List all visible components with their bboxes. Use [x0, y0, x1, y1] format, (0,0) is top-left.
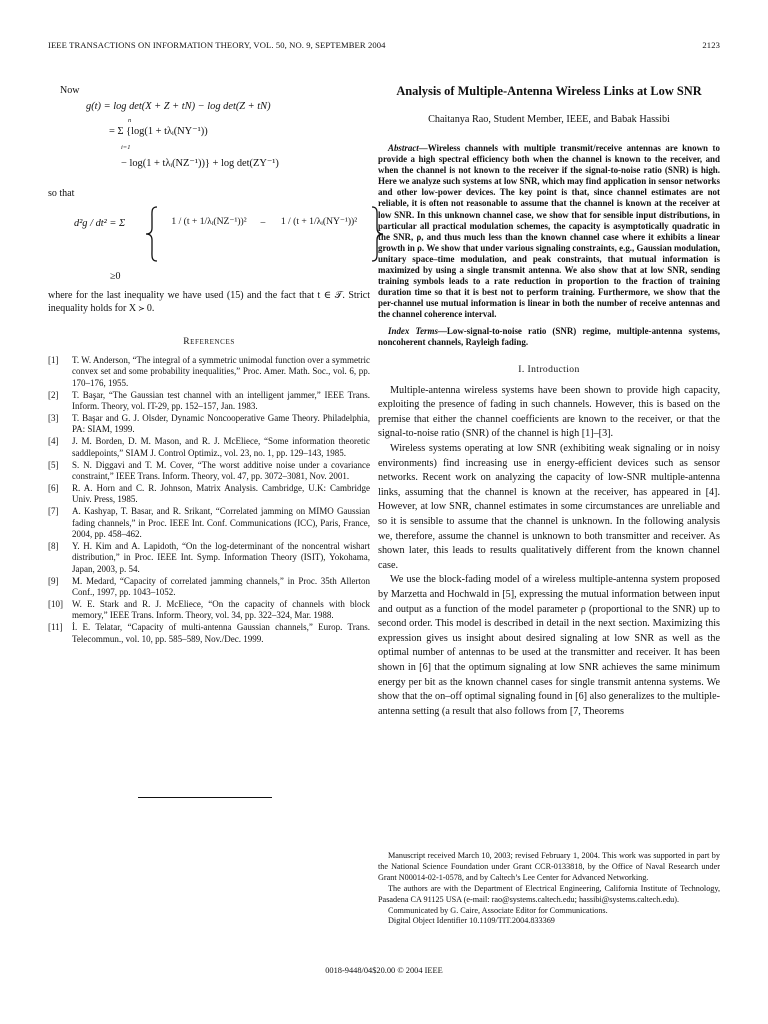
- derivative-term1: 1 / (t + 1/λᵢ(NZ⁻¹))²: [171, 216, 247, 227]
- derivative-term2: 1 / (t + 1/λᵢ(NY⁻¹))²: [280, 216, 358, 227]
- footnote-doi: Digital Object Identifier 10.1109/TIT.2004.833369: [388, 916, 555, 926]
- footnote-manuscript: Manuscript received March 10, 2003; revised February 1, 2004. This work was supported in part by the National Science Foundation under Grant CCR-0133818, by the Office of Naval Research under Grant N00014-02-1-0578, and by Caltech’s Lee Center for Advanced Networking.: [378, 851, 720, 882]
- reference-item: [6] R. A. Horn and C. R. Johnson, Matrix Analysis. Cambridge, U.K: Cambridge Univ. Press, 1985.: [48, 482, 370, 505]
- index-terms-label: Index Terms—: [388, 325, 447, 336]
- section-heading: I. Introduction: [518, 363, 580, 375]
- equation-g-line2: = Σ {log(1 + tλᵢ(NY⁻¹)): [109, 126, 208, 137]
- equation-g-line1: g(t) = log det(X + Z + tN) − log det(Z + tN): [86, 101, 271, 112]
- left-column: [48, 84, 370, 646]
- left-brace-icon: [145, 206, 159, 262]
- references-heading: References: [183, 337, 235, 347]
- minus-sign: −: [260, 218, 266, 229]
- now-text: Now: [60, 85, 80, 96]
- inequality-result: ≥0: [110, 271, 121, 282]
- footnote-communicated: Communicated by G. Caire, Associate Editor for Communications.: [388, 905, 608, 915]
- second-derivative-lhs: d²g / dt² = Σ: [74, 218, 126, 229]
- reference-item: [10] W. E. Stark and R. J. McEliece, “On the capacity of channels with block memory,” IEEE Trans. Inform. Theory, vol. 34, pp. 322–324, Mar. 1988.: [48, 599, 370, 621]
- paper-title: Analysis of Multiple-Antenna Wireless Links at Low SNR: [396, 84, 702, 98]
- body-paragraph: Wireless systems operating at low SNR (exhibiting weak signaling or in noisy environments) find increasing use in energy-efficient devices such as sensor networks. Recent work on analyzing the capacity of low-SNR multiple-antenna links, assuming that the channel is known at the receiver, has appeared in [4]. However, at low SNR, channel estimates in some circumstances are unreliable and so it is sensible to assume that the channel is unknown. In the following analysis we, therefore, assume the channel is unknown to both transmitter and receiver. As shown later, this leads to results qualitatively different from the known channel case.: [378, 443, 720, 571]
- after-equation-paragraph: where for the last inequality we have used (15) and the fact that t ∈ 𝒯. Strict inequality holds for X ≻ 0.: [48, 290, 370, 314]
- abstract-body: Wireless channels with multiple transmit/receive antennas are known to provide a high spectral efficiency both when the channel is known to the receiver, and when the channel is not known to the receiver if the signal-to-noise ratio (SNR) is high. Here we analyze such systems at low SNR, which may find application in sensor networks and other low-power devices. The key point is that, since channel estimates are not reliable, it is often not reasonable to assume that the channel is known at the receiver at low SNR. In this unknown channel case, we show that for sensible input distributions, in particular all practical modulation schemes, the capacity is asymptotically quadratic in the SNR, ρ, and thus much less than the known channel case where it exhibits a linear growth in ρ. We show that under various signaling constraints, e.g., Gaussian modulation, unitary space–time modulation, and peak constraints, that mutual information is maximized by using a single transmit antenna. We also show that at low SNR, sending training symbols leads to a rate reduction in proportion to the fraction of training duration time so that it is best not to perform training. Furthermore, we show that the per-channel use mutual information is linear in both the number of receive antennas and the channel coherence interval.: [378, 143, 720, 320]
- paper-authors: Chaitanya Rao, Student Member, IEEE, and Babak Hassibi: [428, 114, 670, 125]
- reference-item: [7] A. Kashyap, T. Basar, and R. Srikant, “Correlated jamming on MIMO Gaussian fading channels,” in Proc. IEEE Int. Conf. Communications (ICC), Paris, France, 2004, pp. 458–462.: [48, 506, 370, 540]
- index-terms-body: Low-signal-to-noise ratio (SNR) regime, multiple-antenna systems, noncoherent channels, Rayleigh fading.: [378, 325, 720, 347]
- body-paragraph: Multiple-antenna wireless systems have been shown to provide high capacity, exploiting the presence of fading in such channels. However, this is based on the premise that either the channel coefficients are known to the receiver, or that the signal-to-noise ratio (SNR) of the channel is high [1]–[3].: [378, 384, 720, 440]
- reference-list: [48, 355, 370, 645]
- page-number: 2123: [702, 40, 720, 50]
- equation-g: [48, 103, 370, 179]
- equation-sum-upper: n: [128, 117, 132, 124]
- reference-item: [8] Y. H. Kim and A. Lapidoth, “On the log-determinant of the noncentral wishart distribution,” in Proc. IEEE Int. Symp. Information Theory (ISIT), Yokohama, Japan, 2003, p. 54.: [48, 541, 370, 574]
- equation-second-derivative: [48, 208, 370, 270]
- first-page-footnote: [378, 851, 720, 927]
- equation-sum-lower: i=1: [121, 144, 131, 151]
- reference-item: [9] M. Medard, “Capacity of correlated jamming channels,” in Proc. 35th Allerton Conf., 1997, pp. 1043–1052.: [48, 575, 370, 598]
- next-article-divider: [138, 797, 272, 798]
- right-column: [378, 84, 720, 719]
- reference-item: [2] T. Başar, “The Gaussian test channel with an intelligent jammer,” IEEE Trans. Inform. Theory, vol. IT-29, pp. 152–157, Jan. 1983.: [48, 389, 370, 412]
- reference-item: [1] T. W. Anderson, “The integral of a symmetric unimodal function over a symmetric convex set and some probability inequalities,” Proc. Amer. Math. Soc., vol. 6, pp. 170–176, 1955.: [48, 355, 370, 388]
- copyright-line: 0018-9448/04$20.00 © 2004 IEEE: [325, 966, 443, 975]
- so-that-text: so that: [48, 188, 75, 199]
- reference-item: [5] S. N. Diggavi and T. M. Cover, “The worst additive noise under a covariance constraint,” IEEE Trans. Inform. Theory, vol. 47, pp. 3072–3081, Nov. 2001.: [48, 459, 370, 482]
- reference-item: [3] T. Başar and G. J. Olsder, Dynamic Noncooperative Game Theory. Philadelphia, PA: SIAM, 1999.: [48, 413, 370, 435]
- body-paragraph: We use the block-fading model of a wireless multiple-antenna system proposed by Marzetta and Hochwald in [5], expressing the mutual information between input and output as a function of the model parameter ρ (proportional to the SNR) up to second order. This model is described in detail in the next section. Maximizing this expression gives us insight about desired signaling at low SNR as well as the optimal number of antennas to be used at the transmitter and receiver. It has been shown in [6] that the optimum signaling at low SNR achieves the same minimum energy per bit as the known channel cases for single transmit antenna systems. We show that the on–off optimal signaling found in [6] also generalizes to the multiple-antenna setting (a result that also follows from [7, Theorems: [378, 574, 720, 717]
- index-terms: [378, 326, 720, 348]
- journal-citation: IEEE TRANSACTIONS ON INFORMATION THEORY, VOL. 50, NO. 9, SEPTEMBER 2004: [48, 40, 386, 50]
- reference-item: [11] İ. E. Telatar, “Capacity of multi-antenna Gaussian channels,” Europ. Trans. Telecommun., vol. 10, pp. 585–589, Nov./Dec. 1999.: [48, 622, 370, 644]
- abstract-label: Abstract—: [388, 143, 428, 153]
- reference-item: [4] J. M. Borden, D. M. Mason, and R. J. McEliece, “Some information theoretic saddlepoints,” SIAM J. Control Optimiz., vol. 23, no. 1, pp. 129–143, 1985.: [48, 436, 370, 458]
- abstract: [378, 143, 720, 321]
- equation-g-line3: − log(1 + tλᵢ(NZ⁻¹))} + log det(ZY⁻¹): [121, 158, 279, 169]
- footnote-affiliation: The authors are with the Department of Electrical Engineering, California Institute of Technology, Pasadena CA 91125 USA (e-mail: rao@systems.caltech.edu; hassibi@systems.caltech.edu).: [378, 883, 720, 904]
